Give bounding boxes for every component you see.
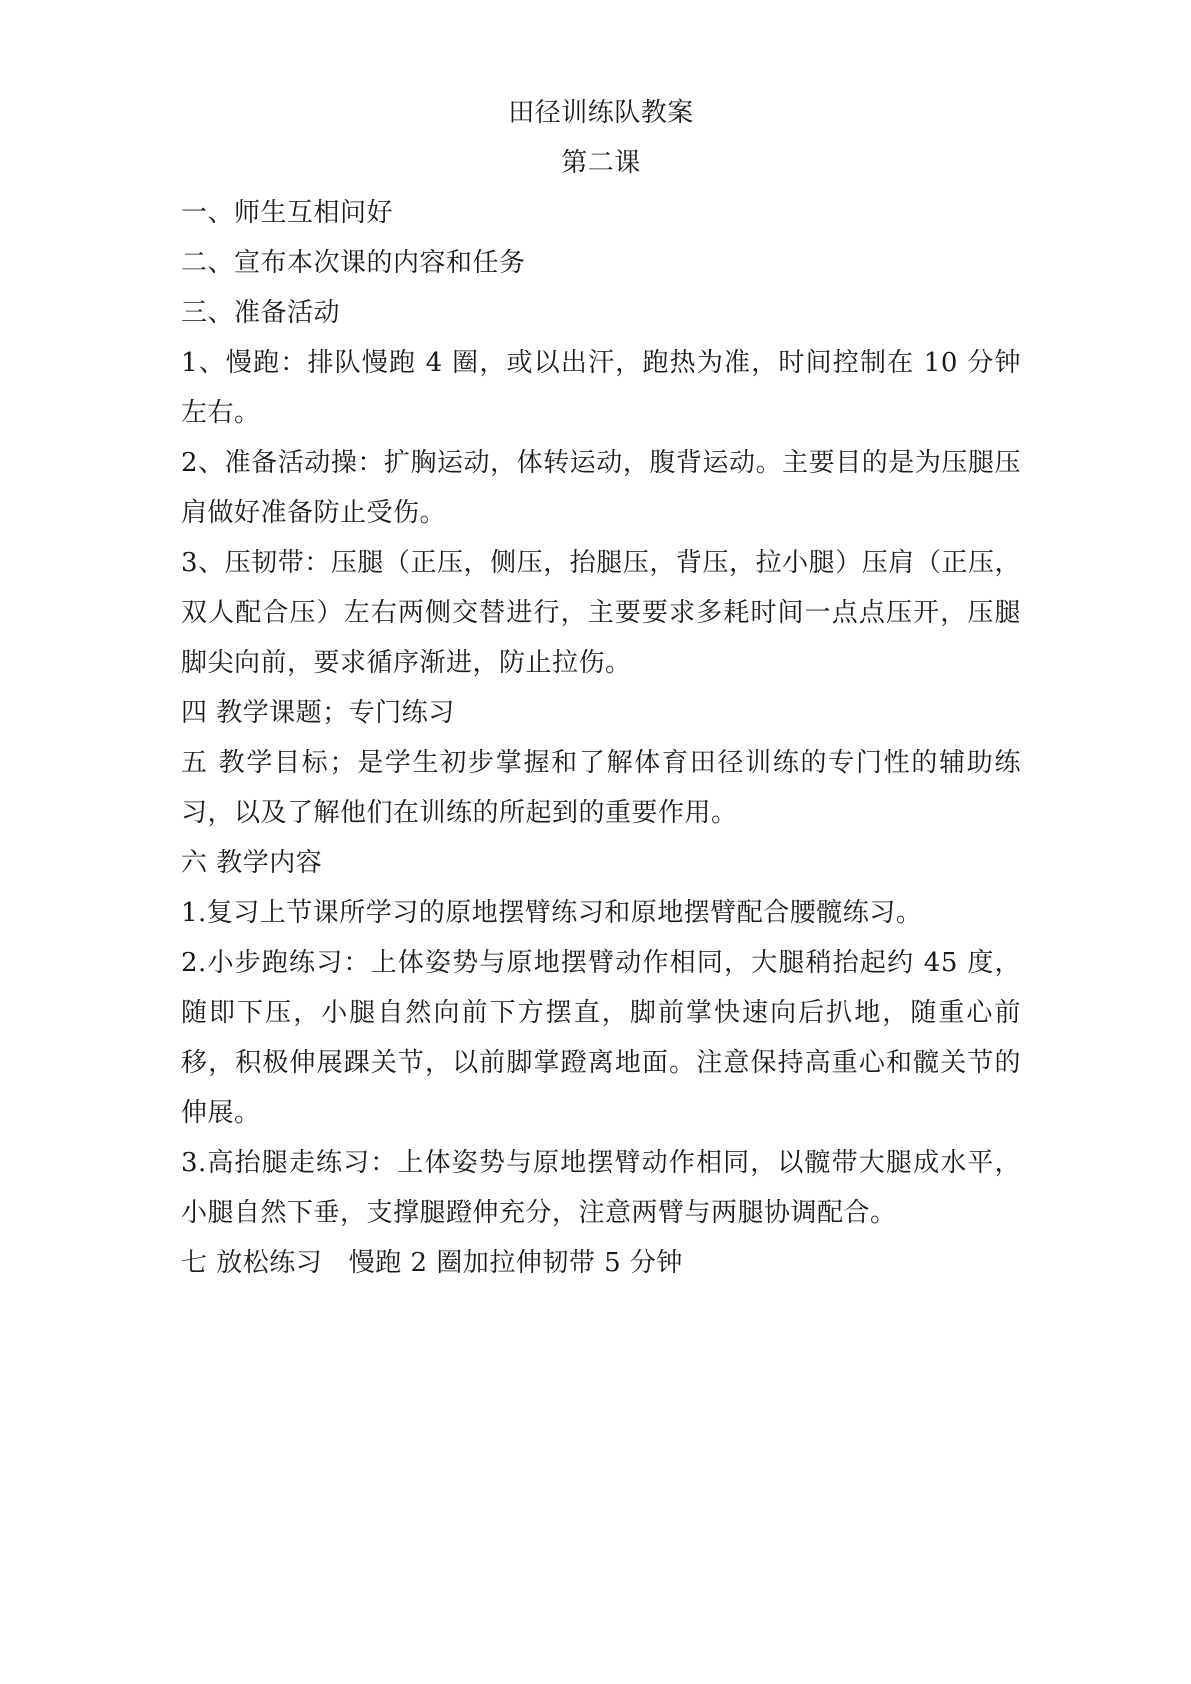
- section-warmup-heading: 三、准备活动: [181, 298, 341, 328]
- section-cooldown: 七 放松练习 慢跑 2 圈加拉伸韧带 5 分钟: [181, 1248, 683, 1278]
- lesson-subtitle: 第二课: [561, 148, 641, 178]
- section-objective: 五 教学目标；是学生初步掌握和了解体育田径训练的专门性的辅助练习，以及了解他们在训练的所起到的重要作用。: [181, 748, 1021, 828]
- content-item-high-knee-walk: 3.高抬腿走练习：上体姿势与原地摆臂动作相同，以髋带大腿成水平，小腿自然下垂，支撑腿蹬伸充分，注意两臂与两腿协调配合。: [181, 1148, 1021, 1228]
- lesson-plan-body: [181, 88, 1021, 1288]
- warmup-item-exercises: 2、准备活动操：扩胸运动，体转运动，腹背运动。主要目的是为压腿压肩做好准备防止受伤。: [181, 448, 1021, 528]
- warmup-item-jogging: 1、慢跑：排队慢跑 4 圈，或以出汗，跑热为准，时间控制在 10 分钟左右。: [181, 348, 1021, 428]
- content-item-review: 1.复习上节课所学习的原地摆臂练习和原地摆臂配合腰髋练习。: [181, 898, 923, 928]
- content-item-short-step-run: 2.小步跑练习：上体姿势与原地摆臂动作相同，大腿稍抬起约 45 度，随即下压，小腿自然向前下方摆直，脚前掌快速向后扒地，随重心前移，积极伸展踝关节，以前脚掌蹬离地面。注意保持高重心和髋关节的伸展。: [181, 948, 1021, 1128]
- section-greeting: 一、师生互相问好: [181, 198, 394, 228]
- warmup-item-stretching: 3、压韧带：压腿（正压，侧压，抬腿压，背压，拉小腿）压肩（正压，双人配合压）左右两侧交替进行，主要要求多耗时间一点点压开，压腿脚尖向前，要求循序渐进，防止拉伤。: [181, 548, 1021, 678]
- document-title: 田径训练队教案: [508, 98, 694, 128]
- section-content-heading: 六 教学内容: [181, 848, 323, 878]
- section-announce: 二、宣布本次课的内容和任务: [181, 248, 526, 278]
- section-topic: 四 教学课题；专门练习: [181, 698, 455, 728]
